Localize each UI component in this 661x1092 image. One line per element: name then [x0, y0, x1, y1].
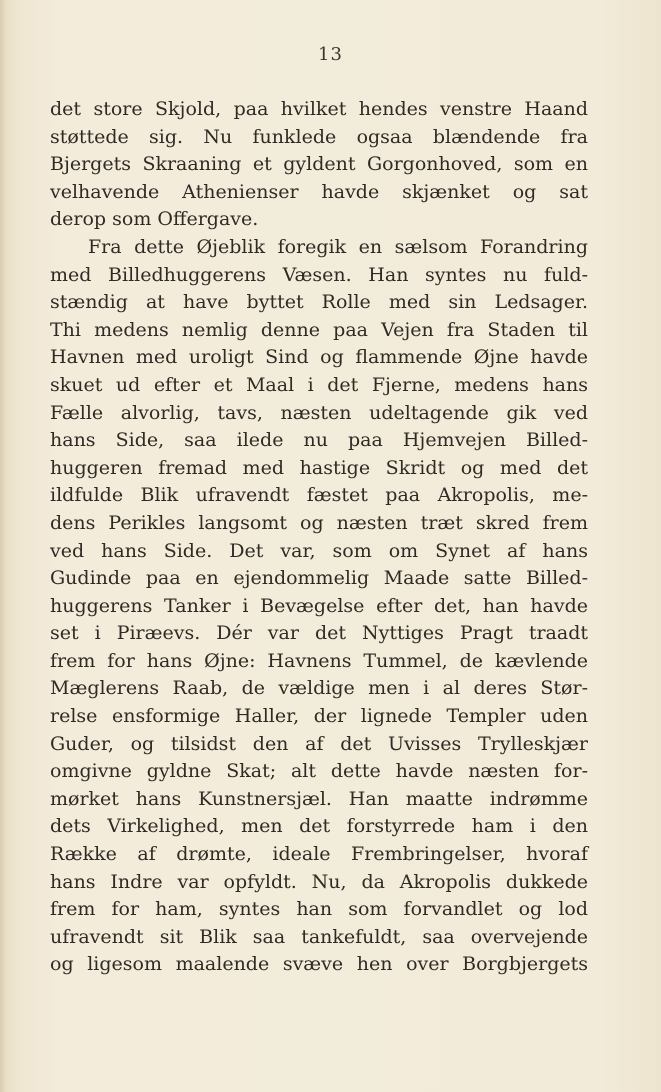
text-line: omgivne gyldne Skat; alt dette havde næsten for- — [50, 760, 588, 783]
text-line: derop som Offergave. — [50, 208, 259, 231]
text-line: ved hans Side. Det var, som om Synet af hans — [50, 539, 588, 562]
text-line: Mæglerens Raab, de vældige men i al deres Stør- — [50, 677, 588, 700]
text-line: hans Indre var opfyldt. Nu, da Akropolis dukkede — [50, 870, 588, 893]
text-line: Guder, og tilsidst den af det Uvisses Trylleskjær — [50, 732, 588, 755]
text-line: huggerens Tanker i Bevægelse efter det, han havde — [50, 594, 588, 617]
text-line: stændig at have byttet Rolle med sin Ledsager. — [50, 291, 588, 314]
text-line: ufravendt sit Blik saa tankefuldt, saa overvejende — [50, 925, 588, 948]
text-line: det store Skjold, paa hvilket hendes venstre Haand — [50, 98, 588, 120]
text-line: skuet ud efter et Maal i det Fjerne, medens hans — [50, 373, 588, 396]
text-line: med Billedhuggerens Væsen. Han syntes nu fuld- — [50, 263, 588, 286]
text-line: Thi medens nemlig denne paa Vejen fra Staden til — [50, 318, 588, 341]
text-line: dens Perikles langsomt og næsten træt skred frem — [50, 511, 588, 534]
text-line: frem for ham, syntes han som forvandlet og lod — [50, 898, 588, 921]
text-line: og ligesom maalende svæve hen over Borgbjergets — [50, 953, 588, 976]
text-line: huggeren fremad med hastige Skridt og med det — [50, 456, 588, 479]
text-line: ildfulde Blik ufravendt fæstet paa Akropolis, me- — [50, 484, 588, 507]
text-line: dets Virkelighed, men det forstyrrede ham i den — [50, 815, 588, 838]
text-line: Bjergets Skraaning et gyldent Gorgonhoved, som en — [50, 153, 588, 176]
text-line: frem for hans Øjne: Havnens Tummel, de kævlende — [50, 649, 588, 672]
text-line: hans Side, saa ilede nu paa Hjemvejen Billed- — [50, 429, 588, 452]
page-number: 13 — [318, 44, 343, 65]
text-line: Havnen med uroligt Sind og flammende Øjne havde — [50, 346, 588, 369]
text-line: set i Piræevs. Dér var det Nyttiges Pragt traadt — [50, 622, 588, 645]
page-binding-shadow — [0, 0, 6, 1092]
text-line: velhavende Athenienser havde skjænket og sat — [50, 180, 588, 203]
text-line: Fra dette Øjeblik foregik en sælsom Forandring — [88, 235, 588, 258]
text-line: støttede sig. Nu funklede ogsaa blændende fra — [50, 125, 588, 148]
text-line: relse ensformige Haller, der lignede Templer uden — [50, 705, 588, 728]
text-line: Gudinde paa en ejendommelig Maade satte Billed- — [50, 567, 588, 590]
body-text — [50, 96, 588, 979]
text-line: Række af drømte, ideale Frembringelser, hvoraf — [50, 843, 588, 866]
text-line: mørket hans Kunstnersjæl. Han maatte indrømme — [50, 787, 588, 810]
text-line: Fælle alvorlig, tavs, næsten udeltagende gik ved — [50, 401, 588, 424]
